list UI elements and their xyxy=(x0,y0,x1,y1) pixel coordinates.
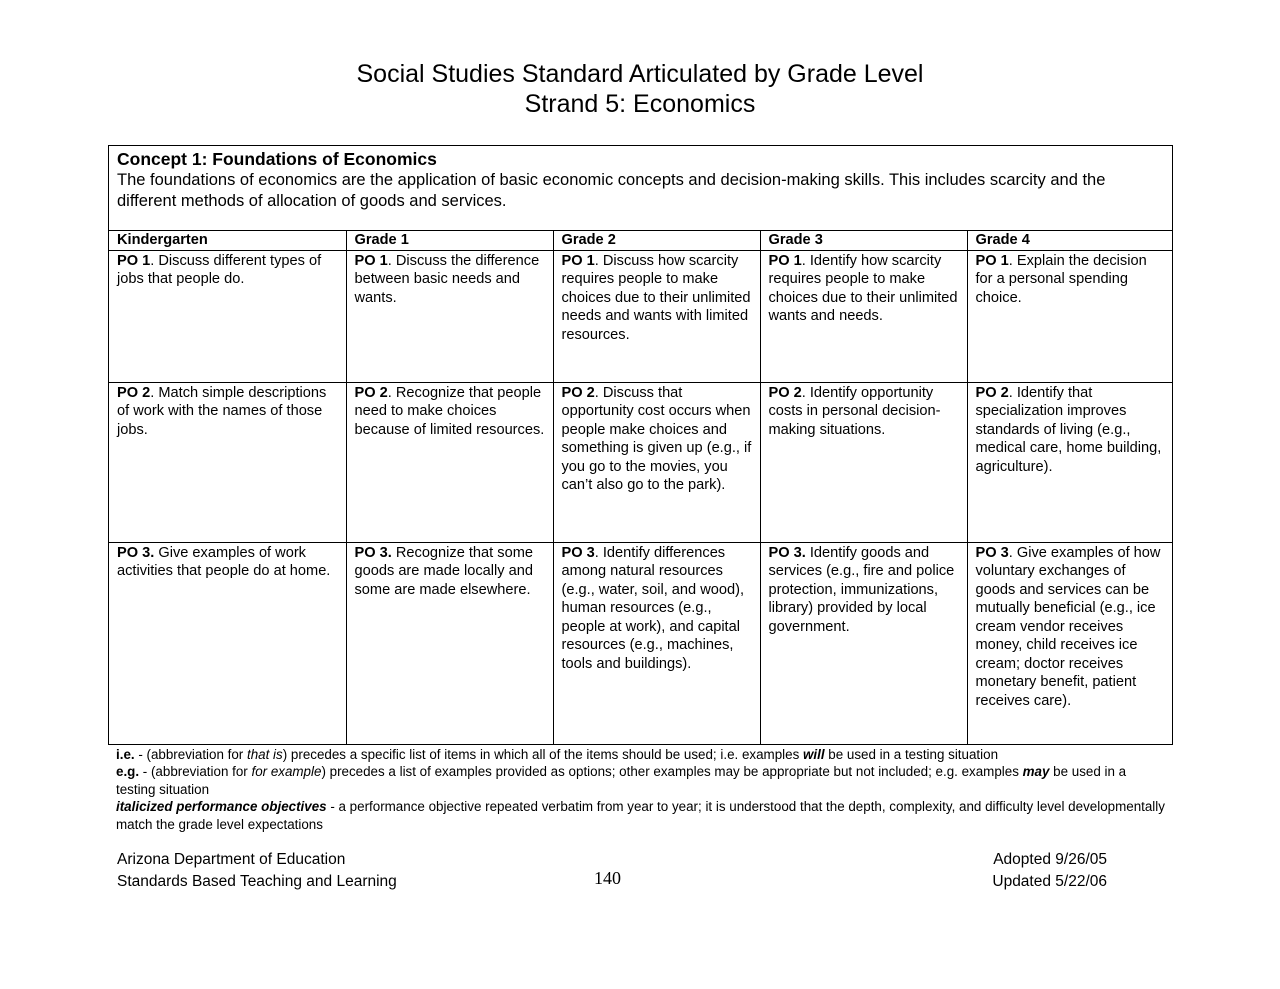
document-header xyxy=(0,59,1280,119)
po-text: Recognize that some goods are made locally and some are made elsewhere. xyxy=(354,544,533,598)
table-cell xyxy=(346,250,553,382)
po-text: . Discuss that opportunity cost occurs when people make choices and something is given up (e.g., if you go to the movies, you can’t also go to the park). xyxy=(561,384,752,493)
footer-left xyxy=(117,849,397,893)
table-cell xyxy=(109,542,346,745)
table-cell xyxy=(553,250,760,382)
page-number: 140 xyxy=(594,868,621,888)
note-ipo-label: italicized performance objectives xyxy=(116,799,327,815)
concept-title: Concept 1: Foundations of Economics xyxy=(117,149,437,169)
footer-program: Standards Based Teaching and Learning xyxy=(117,873,397,890)
po-text: . Give examples of how voluntary exchanges of goods and services can be mutually beneficial (e.g., ice cream vendor receives money, child receives ice cream; doctor receives monetary benefit, patient receives care). xyxy=(975,544,1161,709)
po-label: PO 2 xyxy=(561,384,595,401)
footer-org: Arizona Department of Education xyxy=(117,851,346,868)
note-text: - (abbreviation for xyxy=(134,747,247,762)
table-cell xyxy=(760,382,967,542)
note-text: ) precedes a list of examples provided as options; other examples may be appropriate but not included; e.g. examples xyxy=(321,764,1023,780)
po-label: PO 1 xyxy=(354,252,388,269)
po-label: PO 1 xyxy=(117,252,151,269)
po-text: . Identify differences among natural resources (e.g., water, soil, and wood), human resources (e.g., people at work), and capital resources (e.g., machines, tools and buildings). xyxy=(561,544,745,672)
table-cell xyxy=(967,542,1173,745)
table-row xyxy=(109,542,1173,745)
table-cell xyxy=(760,542,967,745)
note-eg-label: e.g. xyxy=(116,764,140,780)
concept-description: The foundations of economics are the application of basic economic concepts and decision-making skills. This includes scarcity and the different methods of allocation of goods and services. xyxy=(117,171,1106,210)
table-cell xyxy=(553,382,760,542)
table-cell xyxy=(553,542,760,745)
grade-level-table xyxy=(109,231,1173,745)
po-text: . Discuss the difference between basic needs and wants. xyxy=(354,252,540,306)
po-label: PO 1 xyxy=(768,252,802,269)
note-text: - (abbreviation for xyxy=(139,764,252,780)
note-italic: for example xyxy=(251,764,322,780)
po-text: . Explain the decision for a personal spending choice. xyxy=(975,252,1147,306)
footer-updated-date: Updated 5/22/06 xyxy=(992,873,1107,890)
col-header-grade-1: Grade 1 xyxy=(346,231,553,250)
po-text: Give examples of work activities that people do at home. xyxy=(117,544,331,579)
footer-right xyxy=(992,849,1107,893)
col-header-grade-4: Grade 4 xyxy=(967,231,1173,250)
po-text: Identify goods and services (e.g., fire and police protection, immunizations, library) provided by local government. xyxy=(768,544,955,635)
po-text: . Identify opportunity costs in personal decision-making situations. xyxy=(768,384,941,438)
po-label: PO 3. xyxy=(768,544,806,561)
po-label: PO 1 xyxy=(561,252,595,269)
col-header-kindergarten: Kindergarten xyxy=(109,231,346,250)
po-text: . Identify that specialization improves standards of living (e.g., medical care, home building, agriculture). xyxy=(975,384,1162,475)
col-header-grade-3: Grade 3 xyxy=(760,231,967,250)
po-label: PO 3 xyxy=(975,544,1009,561)
table-cell xyxy=(967,382,1173,542)
note-emphasis: will xyxy=(802,747,825,762)
note-text: be used in a testing situation xyxy=(824,747,999,762)
po-label: PO 2 xyxy=(975,384,1009,401)
page-title: Social Studies Standard Articulated by Grade Level xyxy=(356,60,924,88)
po-label: PO 2 xyxy=(768,384,802,401)
po-text: . Discuss how scarcity requires people to make choices due to their unlimited needs and wants with limited resources. xyxy=(561,252,751,343)
table-header-row xyxy=(109,231,1173,250)
note-italic: that is xyxy=(247,747,283,762)
po-label: PO 3. xyxy=(354,544,392,561)
table-cell xyxy=(346,382,553,542)
po-label: PO 1 xyxy=(975,252,1009,269)
strand-title: Strand 5: Economics xyxy=(524,90,756,118)
note-ie xyxy=(116,746,1166,763)
note-ie-label: i.e. xyxy=(116,747,135,762)
note-text: - a performance objective repeated verbatim from year to year; it is understood that the depth, complexity, and difficulty level developmentally match the grade level expectations xyxy=(116,799,1165,832)
po-text: . Discuss different types of jobs that people do. xyxy=(117,252,322,287)
footer-adopted-date: Adopted 9/26/05 xyxy=(993,851,1107,868)
note-eg xyxy=(116,763,1166,798)
po-text: . Recognize that people need to make choices because of limited resources. xyxy=(354,384,545,438)
po-label: PO 3 xyxy=(561,544,595,561)
po-label: PO 3. xyxy=(117,544,155,561)
table-cell xyxy=(109,250,346,382)
po-text: . Match simple descriptions of work with the names of those jobs. xyxy=(117,384,327,438)
table-cell xyxy=(346,542,553,745)
table-row xyxy=(109,250,1173,382)
note-emphasis: may xyxy=(1022,764,1050,780)
table-cell xyxy=(760,250,967,382)
abbreviation-notes xyxy=(116,746,1166,833)
standards-table-frame xyxy=(108,145,1173,745)
note-italicized-po xyxy=(116,798,1166,833)
table-cell xyxy=(109,382,346,542)
note-text: ) precedes a specific list of items in which all of the items should be used; i.e. examples xyxy=(282,747,803,762)
po-label: PO 2 xyxy=(117,384,151,401)
table-cell xyxy=(967,250,1173,382)
po-text: . Identify how scarcity requires people to make choices due to their unlimited wants and needs. xyxy=(768,252,958,324)
table-row xyxy=(109,382,1173,542)
note-text: be used in a testing situation xyxy=(116,764,1127,797)
col-header-grade-2: Grade 2 xyxy=(553,231,760,250)
concept-box xyxy=(109,146,1172,231)
po-label: PO 2 xyxy=(354,384,388,401)
